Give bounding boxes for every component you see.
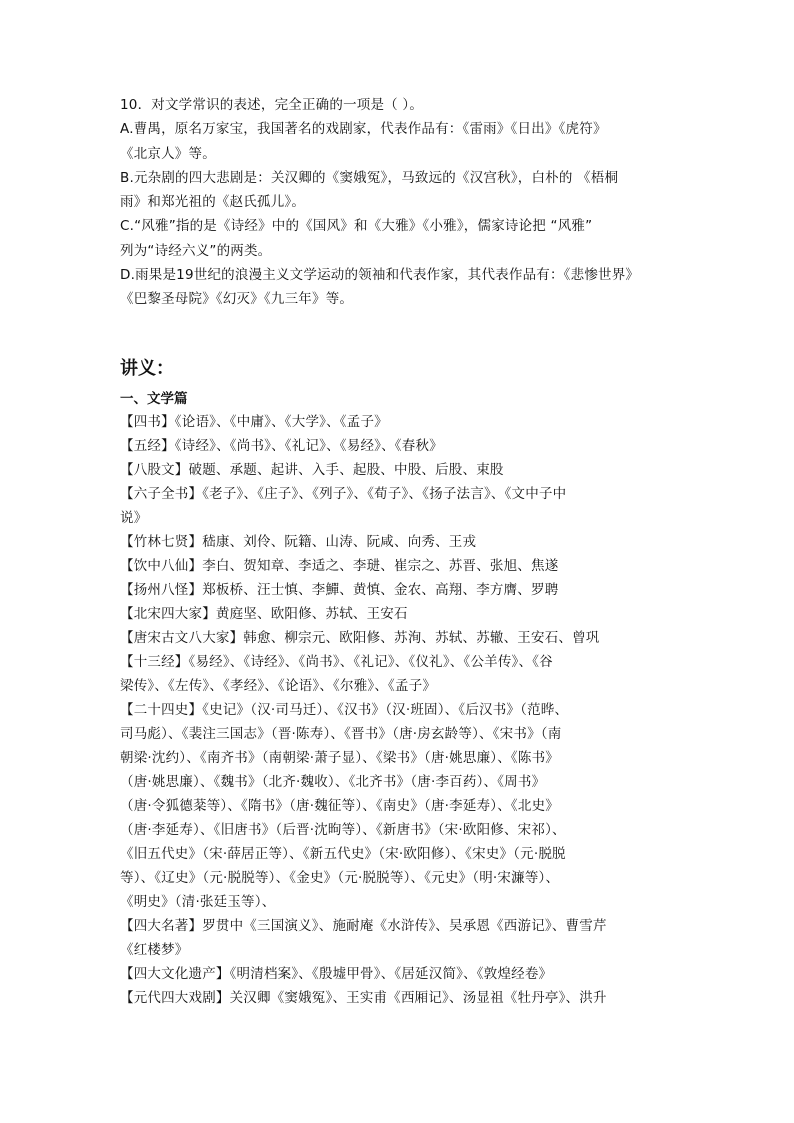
- option-a-line-2: 《北京人》等。: [120, 145, 216, 162]
- list-item: 【十三经】《易经》、《诗经》、《尚书》、《礼记》、《仪礼》、《公羊传》、《谷: [120, 653, 553, 670]
- list-item: 【六子全书】《老子》、《庄子》、《列子》、《荀子》、《扬子法言》、《文中子中: [120, 485, 567, 502]
- option-d-line-2: 《巴黎圣母院》《幻灭》《九三年》等。: [120, 291, 354, 308]
- list-item: 【八股文】破题、承题、起讲、入手、起股、中股、后股、束股: [120, 461, 504, 478]
- option-a-line-1: A.曹禺，原名万家宝，我国著名的戏剧家，代表作品有：《雷雨》《日出》《虎符》: [120, 121, 607, 138]
- list-item: （唐·姚思廉）、《魏书》（北齐·魏收）、《北齐书》（唐·李百药）、《周书》: [120, 773, 546, 790]
- list-item: 【竹林七贤】嵇康、刘伶、阮籍、山涛、阮咸、向秀、王戎: [120, 533, 477, 550]
- option-c-line-2: 列为“诗经六义”的两类。: [120, 242, 272, 259]
- list-item: 司马彪）、《裴注三国志》（晋·陈寿）、《晋书》（唐·房玄龄等）、《宋书》（南: [120, 725, 562, 742]
- list-item: 【唐宋古文八大家】韩愈、柳宗元、欧阳修、苏洵、苏轼、苏辙、王安石、曾巩: [120, 629, 600, 646]
- list-item: 【四大名著】罗贯中《三国演义》、施耐庵《水浒传》、吴承恩《西游记》、曹雪芹: [120, 917, 607, 934]
- list-item: 梁传》、《左传》、《孝经》、《论语》、《尔雅》、《孟子》: [120, 677, 437, 694]
- list-item: （唐·李延寿）、《旧唐书》（后晋·沈昫等）、《新唐书》（宋·欧阳修、宋祁）、: [120, 821, 566, 838]
- list-item: 【北宋四大家】黄庭坚、欧阳修、苏轼、王安石: [120, 605, 408, 622]
- document-page: [120, 93, 690, 1010]
- question-block: [120, 93, 690, 312]
- handout-list: [120, 410, 690, 1010]
- list-item: 等）、《辽史》（元·脱脱等）、《金史》（元·脱脱等）、《元史》（明·宋濂等）、: [120, 869, 560, 886]
- option-b-line-1: B.元杂剧的四大悲剧是：关汉卿的《窦娥冤》，马致远的《汉宫秋》，白朴的 《梧桐: [120, 169, 619, 186]
- list-item: 【扬州八怪】郑板桥、汪士慎、李鱓、黄慎、金农、高翔、李方膺、罗聘: [120, 581, 559, 598]
- list-item: 【元代四大戏剧】关汉卿《窦娥冤》、王实甫《西厢记》、汤显祖《牡丹亭》、洪升: [120, 989, 607, 1006]
- list-item: 说》: [120, 509, 148, 526]
- option-c-line-1: C.“风雅”指的是《诗经》中的《国风》和《大雅》《小雅》，儒家诗论把 “风雅”: [120, 218, 593, 235]
- list-item: 【四大文化遗产】《明清档案》、《殷墟甲骨》、《居延汉简》、《敦煌经卷》: [120, 965, 553, 982]
- list-item: 《旧五代史》（宋·薛居正等）、《新五代史》（宋·欧阳修）、《宋史》（元·脱脱: [120, 845, 566, 862]
- option-b-line-2: 雨》和郑光祖的《赵氏孤儿》。: [120, 194, 306, 211]
- section-title: 一、文学篇: [120, 390, 188, 407]
- list-item: 《明史》（清·张廷玉等）、: [120, 893, 276, 910]
- list-item: 【饮中八仙】李白、贺知章、李适之、李琎、崔宗之、苏晋、张旭、焦遂: [120, 557, 559, 574]
- list-item: 【四书】《论语》、《中庸》、《大学》、《孟子》: [120, 413, 388, 430]
- list-item: 【二十四史】《史记》（汉·司马迁）、《汉书》（汉·班固）、《后汉书》（范晔、: [120, 701, 569, 718]
- question-stem: 10．对文学常识的表述，完全正确的一项是（ ）。: [120, 97, 424, 113]
- list-item: （唐·令狐德棻等）、《隋书》（唐·魏征等）、《南史》（唐·李延寿）、《北史》: [120, 797, 559, 814]
- handout-title: 讲义：: [120, 357, 174, 379]
- list-item: 朝梁·沈约）、《南齐书》（南朝梁·萧子显）、《梁书》（唐·姚思廉）、《陈书》: [120, 749, 559, 766]
- option-d-line-1: D.雨果是19世纪的浪漫主义文学运动的领袖和代表作家，其代表作品有：《悲惨世界》: [120, 267, 640, 284]
- list-item: 《红楼梦》: [120, 941, 189, 958]
- list-item: 【五经】《诗经》、《尚书》、《礼记》、《易经》、《春秋》: [120, 437, 443, 454]
